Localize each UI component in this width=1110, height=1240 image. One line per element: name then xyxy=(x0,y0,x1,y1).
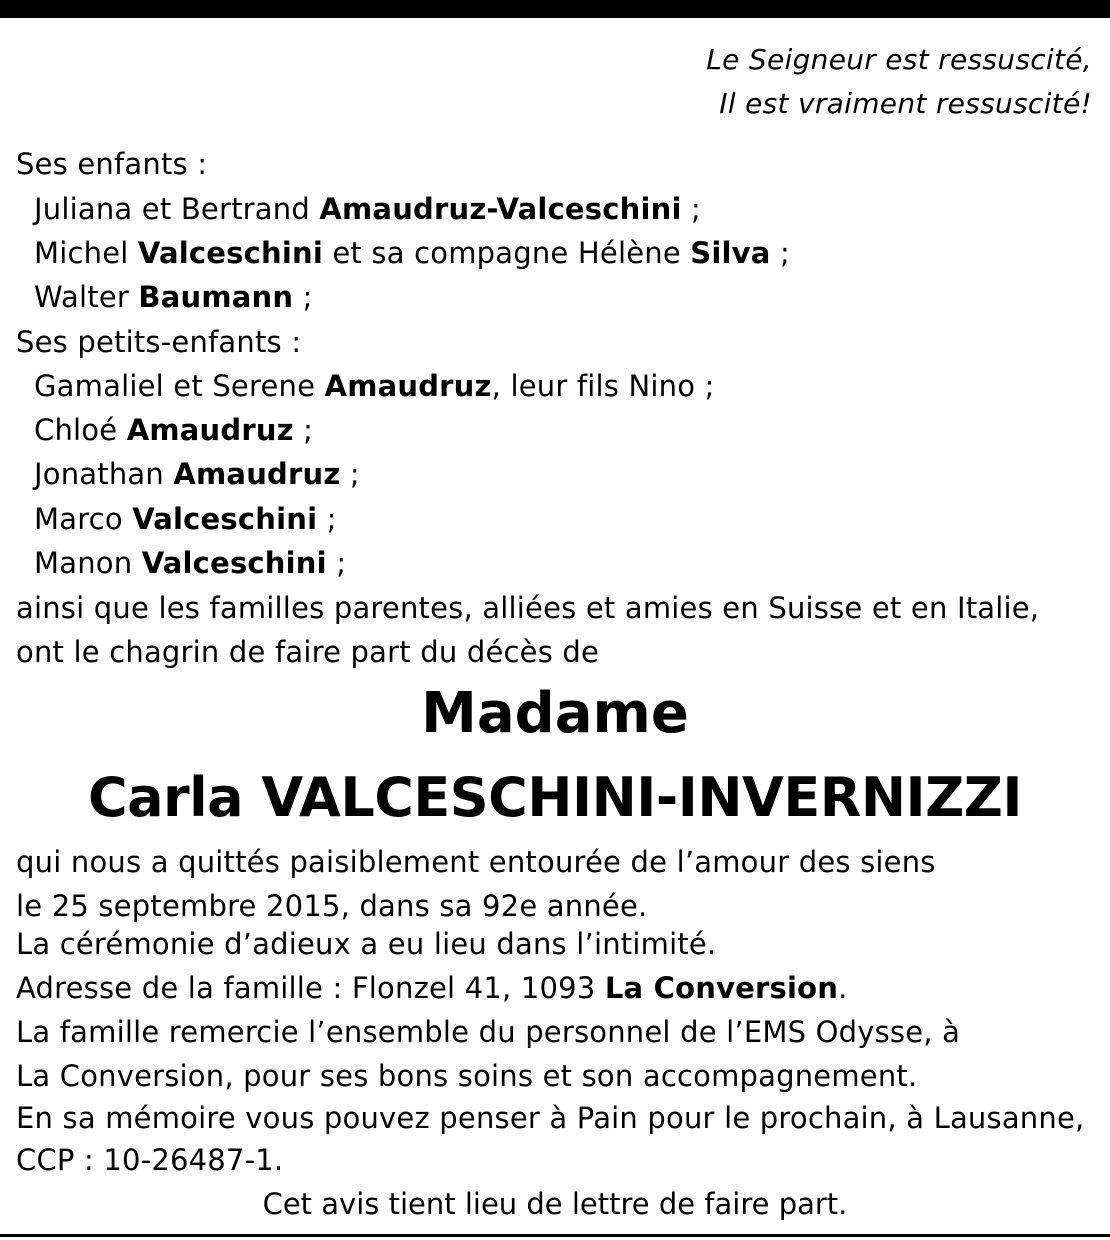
punctuation: ; xyxy=(326,546,347,580)
bottom-border-rule xyxy=(0,1234,1110,1237)
punctuation: ; xyxy=(293,280,313,314)
grandchild-entry xyxy=(34,452,360,496)
punctuation: ; xyxy=(293,413,314,447)
grandchild-surname: Valceschini xyxy=(141,546,327,580)
grandchild-first-names: Gamaliel et Serene xyxy=(34,369,325,403)
body-line: La cérémonie d’adieux a eu lieu dans l’intimité. xyxy=(16,927,717,961)
child-first-names: Juliana et Bertrand xyxy=(34,192,320,226)
address-prefix: Adresse de la famille : Flonzel 41, 1093 xyxy=(16,971,605,1005)
punctuation: ; xyxy=(317,502,337,536)
body-line: En sa mémoire vous pouvez penser à Pain pour le prochain, à Lausanne, xyxy=(16,1101,1085,1135)
donation-account: CCP : 10-26487-1. xyxy=(16,1143,284,1177)
child-first-names: Michel xyxy=(34,236,138,270)
child-surname: Valceschini xyxy=(137,236,323,270)
grandchild-first-names: Manon xyxy=(34,546,142,580)
grandchild-entry xyxy=(34,497,337,541)
epigraph xyxy=(706,38,1092,126)
punctuation: ; xyxy=(340,457,360,491)
address-place: La Conversion xyxy=(604,971,839,1005)
child-surname: Baumann xyxy=(138,280,294,314)
punctuation: . xyxy=(838,971,848,1005)
epigraph-line-2: Il est vraiment ressuscité! xyxy=(719,87,1092,120)
deceased-title: Madame xyxy=(421,681,689,746)
body-line: qui nous a quittés paisiblement entourée de l’amour des siens xyxy=(16,845,936,879)
closing-note: Cet avis tient lieu de lettre de faire part. xyxy=(262,1187,848,1221)
grandchild-first-names: Chloé xyxy=(34,413,127,447)
deceased-name: Carla VALCESCHINI-INVERNIZZI xyxy=(87,766,1023,829)
grandchild-entry xyxy=(34,408,313,452)
partner-surname: Silva xyxy=(690,236,771,270)
grandchild-first-names: Jonathan xyxy=(34,457,174,491)
punctuation: , leur fils Nino ; xyxy=(491,369,715,403)
grandchild-first-names: Marco xyxy=(34,502,133,536)
grandchild-entry xyxy=(34,364,715,408)
punctuation: ; xyxy=(770,236,790,270)
extended-family-line: ainsi que les familles parentes, alliées et amies en Suisse et en Italie, xyxy=(16,591,1040,625)
body-line: La Conversion, pour ses bons soins et son accompagnement. xyxy=(16,1059,918,1093)
epigraph-line-1: Le Seigneur est ressuscité, xyxy=(706,43,1092,76)
child-entry xyxy=(34,275,313,319)
punctuation: ; xyxy=(681,192,701,226)
child-surname: Amaudruz-Valceschini xyxy=(319,192,682,226)
child-entry xyxy=(34,231,790,275)
child-first-names: Walter xyxy=(34,280,139,314)
child-entry xyxy=(34,187,701,231)
grandchild-surname: Amaudruz xyxy=(126,413,294,447)
announcement-line: ont le chagrin de faire part du décès de xyxy=(16,635,600,669)
body-line: le 25 septembre 2015, dans sa 92e année. xyxy=(16,889,648,923)
body-line: La famille remercie l’ensemble du personnel de l’EMS Odysse, à xyxy=(16,1015,961,1049)
grandchild-surname: Amaudruz xyxy=(173,457,341,491)
grandchild-surname: Valceschini xyxy=(132,502,318,536)
grandchild-entry xyxy=(34,541,346,585)
family-address xyxy=(16,966,848,1010)
grandchildren-label: Ses petits-enfants : xyxy=(16,325,302,359)
grandchild-surname: Amaudruz xyxy=(324,369,492,403)
children-label: Ses enfants : xyxy=(16,147,208,181)
partner-text: et sa compagne Hélène xyxy=(322,236,691,270)
